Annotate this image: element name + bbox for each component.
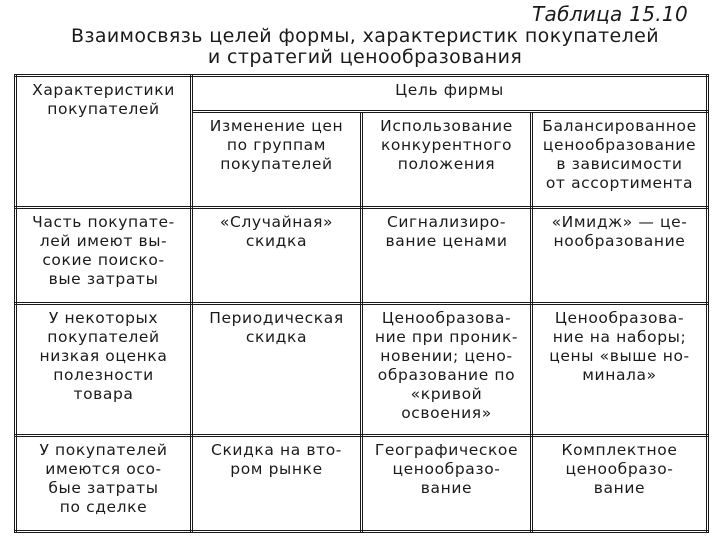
cell-line: бые затраты — [48, 479, 159, 497]
header-line: в зависимости — [556, 155, 683, 173]
cell-line: нообразование — [553, 232, 686, 250]
strategy-cell — [192, 208, 362, 304]
cell-line: Часть покупате- — [32, 213, 175, 231]
cell-line: ром рынке — [230, 460, 323, 478]
cell-line: Периодическая — [209, 309, 344, 327]
cell-line: скидка — [245, 328, 308, 346]
row-characteristic-cell — [16, 436, 192, 532]
pricing-strategy-table — [14, 74, 709, 533]
table-header-row — [16, 76, 708, 112]
cell-line: цены «выше но- — [549, 347, 690, 365]
strategy-cell — [532, 208, 708, 304]
cell-line: «кривой — [410, 385, 483, 403]
cell-line: ценообразо- — [565, 460, 674, 478]
cell-line: низкая оценка — [39, 347, 168, 365]
cell-line: вание ценами — [385, 232, 508, 250]
cell-line: товара — [73, 385, 134, 403]
header-line: по группам — [226, 136, 327, 154]
header-group-label: Цель фирмы — [395, 81, 504, 99]
header-cell-goal — [362, 112, 532, 208]
header-cell-goal — [532, 112, 708, 208]
header-cell-firm-goal — [192, 76, 708, 112]
strategy-cell — [192, 436, 362, 532]
cell-line: Сигнализиро- — [386, 213, 507, 231]
header-line: конкурентного — [380, 136, 513, 154]
cell-line: полезности — [53, 366, 154, 384]
header-line: от ассортимента — [545, 174, 694, 192]
strategy-cell — [362, 208, 532, 304]
cell-line: имеются осо- — [45, 460, 162, 478]
table-row — [16, 436, 708, 532]
row-characteristic-cell — [16, 208, 192, 304]
header-line: Характеристики — [32, 81, 175, 99]
cell-line: скидка — [245, 232, 308, 250]
header-line: Балансированное — [542, 117, 697, 135]
table-row — [16, 208, 708, 304]
strategy-cell — [532, 304, 708, 436]
row-characteristic-cell — [16, 304, 192, 436]
cell-line: ние при проник- — [374, 328, 519, 346]
cell-line: У некоторых — [48, 309, 159, 327]
cell-line: Географическое — [374, 441, 519, 459]
header-cell-characteristics — [16, 76, 192, 208]
header-line: покупателей — [220, 155, 333, 173]
strategy-cell — [532, 436, 708, 532]
header-line: Изменение цен — [209, 117, 344, 135]
strategy-cell — [362, 436, 532, 532]
table-title-line: и стратегий ценообразования — [207, 46, 523, 68]
cell-line: образование по — [377, 366, 516, 384]
cell-line: ние на наборы; — [552, 328, 687, 346]
cell-line: вые затраты — [48, 270, 159, 288]
header-line: покупателей — [47, 100, 160, 118]
strategy-cell — [192, 304, 362, 436]
cell-line: минала» — [582, 366, 657, 384]
cell-line: ценообразо- — [392, 460, 501, 478]
cell-line: сокие поиско- — [42, 251, 165, 269]
cell-line: покупателей — [47, 328, 160, 346]
cell-line: Ценообразова- — [381, 309, 512, 327]
header-cell-goal — [192, 112, 362, 208]
table-title — [60, 26, 670, 68]
cell-line: У покупателей — [39, 441, 168, 459]
cell-line: новении; цено- — [380, 347, 513, 365]
cell-line: вание — [420, 479, 473, 497]
header-line: ценообразование — [542, 136, 697, 154]
table-number-label: Таблица 15.10 — [532, 2, 688, 26]
cell-line: «Имидж» — це- — [551, 213, 688, 231]
cell-line: освоения» — [401, 404, 492, 422]
cell-line: Скидка на вто- — [211, 441, 342, 459]
cell-line: лей имеют вы- — [39, 232, 168, 250]
header-line: положения — [397, 155, 496, 173]
cell-line: вание — [593, 479, 646, 497]
cell-line: по сделке — [59, 498, 148, 516]
header-line: Использование — [380, 117, 513, 135]
cell-line: «Случайная» — [219, 213, 334, 231]
table-row — [16, 304, 708, 436]
strategy-cell — [362, 304, 532, 436]
table-title-line: Взаимосвязь целей формы, характеристик покупателей — [70, 25, 660, 47]
cell-line: Ценообразова- — [554, 309, 685, 327]
cell-line: Комплектное — [561, 441, 678, 459]
